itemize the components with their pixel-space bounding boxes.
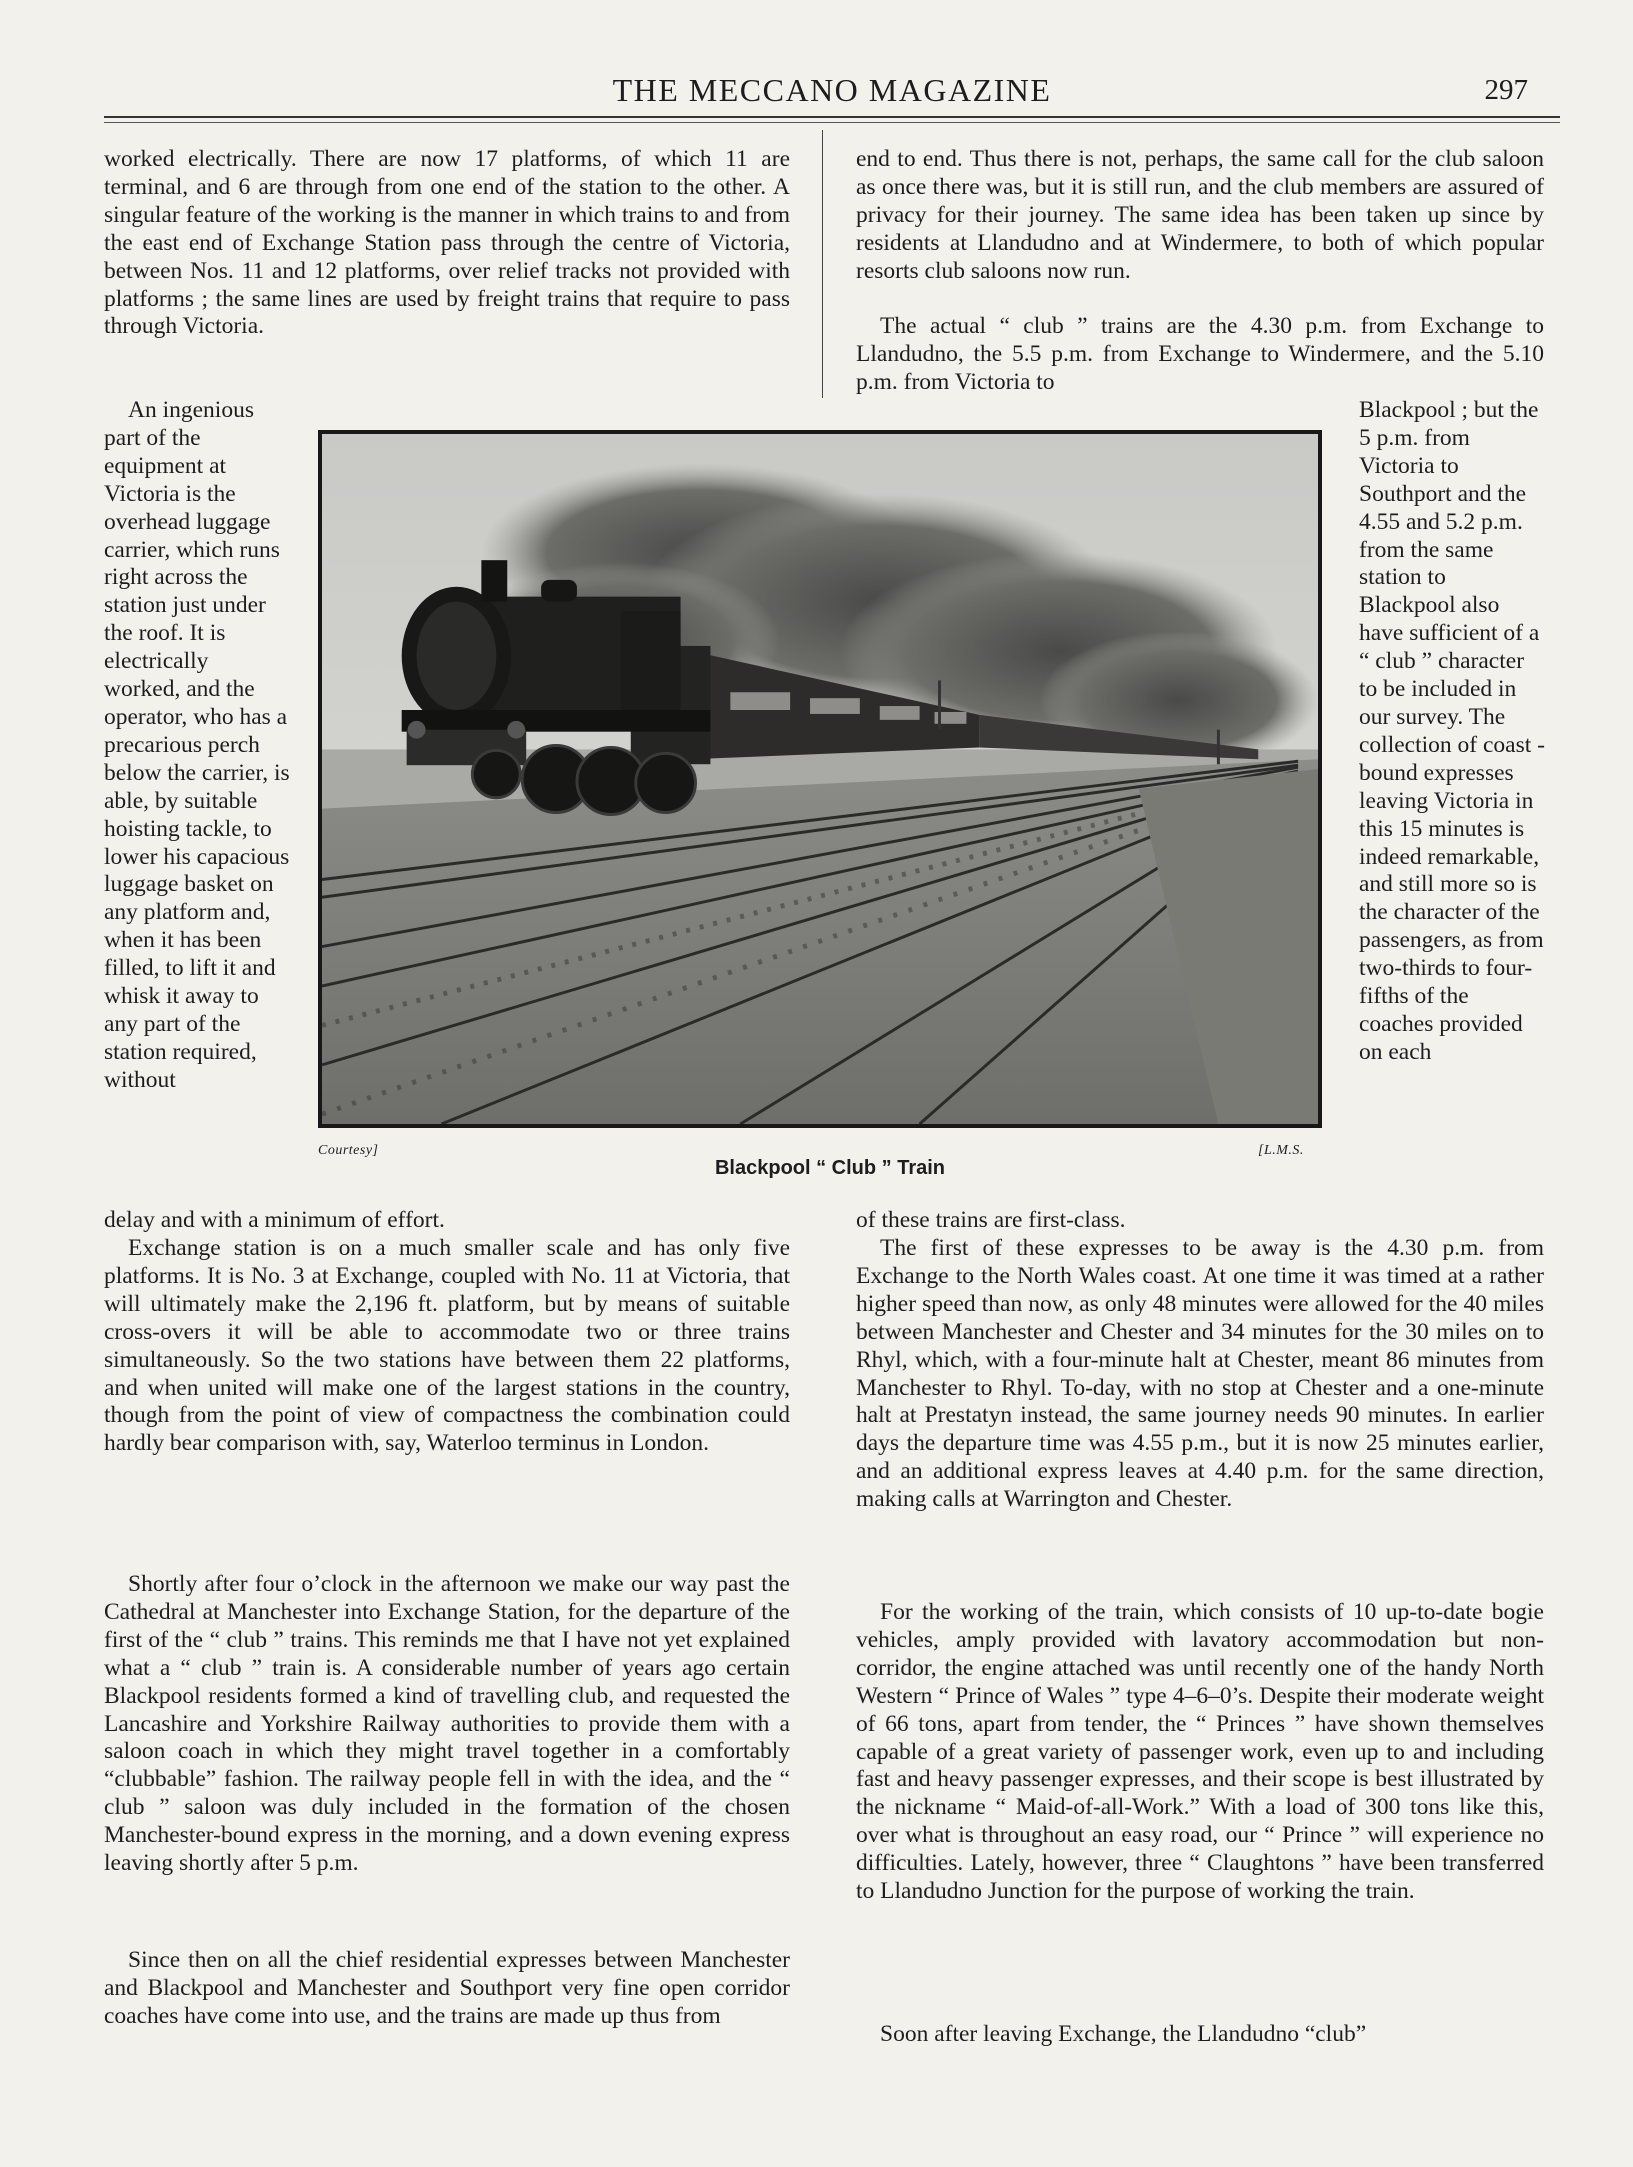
header-rule-thin [104, 122, 1560, 123]
left-paragraph-2-end: delay and with a minimum of effort. [104, 1207, 445, 1233]
column-divider [822, 130, 823, 398]
magazine-title: THE MECCANO MAGAZINE [612, 72, 1052, 108]
page-number: 297 [1484, 74, 1528, 106]
left-paragraph-1: worked electrically. There are now 17 platforms, of which 11 are terminal, and 6 are through from one end of the station to the other. A singular feature of the working is the manner in which trains to and from the east end of Exchange Station pass through the centre of Victoria, between Nos. 11 and 12 platforms, over relief tracks not provided with platforms ; the same lines are used by freight trains that require to pass through Victoria. [104, 146, 790, 340]
right-paragraph-5: Soon after leaving Exchange, the Llandudno “club” [880, 2021, 1367, 2047]
right-paragraph-2-wrap: Blackpool ; but the 5 p.m. from Victoria to Southport and the 4.55 and 5.2 p.m. from the same station to Blackpool also have sufficient of a “ club ” character to be included in our survey. The collection of coast - bound expresses leaving Victoria in this 15 minutes is indeed remarkable, and still more so is the character of the passengers, as from two-thirds to four-fifths of the coaches provided on each [1359, 397, 1545, 1065]
right-paragraph-4: For the working of the train, which consists of 10 up-to-date bogie vehicles, amply provided with lavatory accommodation but non-corridor, the engine attached was until recently one of the handy North Western “ Prince of Wales ” type 4–6–0’s. Despite their moderate weight of 66 tons, apart from tender, the “ Princes ” have shown themselves capable of a great variety of passenger work, even up to and including fast and heavy passenger expresses, and their scope is best illustrated by the nickname “ Maid-of-all-Work.” With a load of 300 tons like this, over what is throughout an easy road, our “ Prince ” will experience no difficulties. Lately, however, three “ Claughtons ” have been transferred to Llandudno Junction for the purpose of working the train. [856, 1599, 1544, 1905]
left-paragraph-5: Since then on all the chief residential expresses between Manchester and Blackpool and Manchester and Southport very fine open corridor coaches have come into use, and the trains are made up thus from [104, 1947, 790, 2029]
right-paragraph-2-end: of these trains are first-class. [856, 1207, 1126, 1233]
right-paragraph-1: end to end. Thus there is not, perhaps, the same call for the club saloon as once there was, but it is still run, and the club members are assured of privacy for their journey. The same idea has been taken up since by residents at Llandudno and at Windermere, to both of which popular resorts club saloons now run. [856, 146, 1544, 284]
photo-credit-lms: [L.M.S. [1258, 1143, 1304, 1158]
right-paragraph-2-top: The actual “ club ” trains are the 4.30 p.m. from Exchange to Llandudno, the 5.5 p.m. from Exchange to Windermere, and the 5.10 p.m. from Victoria to [856, 313, 1544, 395]
photo-caption: Blackpool “ Club ” Train [714, 1157, 946, 1179]
train-photograph [318, 430, 1322, 1128]
masthead [104, 72, 1560, 122]
left-paragraph-4: Shortly after four o’clock in the afternoon we make our way past the Cathedral at Manchester into Exchange Station, for the departure of the first of the “ club ” trains. This reminds me that I have not yet explained what a “ club ” train is. A considerable number of years ago certain Blackpool residents formed a kind of travelling club, and requested the Lancashire and Yorkshire Railway authorities to provide them with a saloon coach in which they might travel together in a comfortably “clubbable” fashion. The railway people fell in with the idea, and the “ club ” saloon was duly included in the formation of the chosen Manchester-bound express in the morning, and a down evening express leaving shortly after 5 p.m. [104, 1571, 790, 1877]
header-rule [104, 116, 1560, 118]
left-paragraph-3: Exchange station is on a much smaller scale and has only five platforms. It is No. 3 at Exchange, coupled with No. 11 at Victoria, that will ultimately make the 2,196 ft. platform, but by means of suitable cross-overs it will be able to accommodate two or three trains simultaneously. So the two stations have between them 22 platforms, and when united will make one of the largest stations in the country, though from the point of view of compactness the combination could hardly bear comparison with, say, Waterloo terminus in London. [104, 1235, 790, 1457]
right-paragraph-3: The first of these expresses to be away is the 4.30 p.m. from Exchange to the North Wales coast. At one time it was timed at a rather higher speed than now, as only 48 minutes were allowed for the 40 miles between Manchester and Chester and 34 minutes for the 30 miles on to Rhyl, which, with a four-minute halt at Chester, meant 86 minutes from Manchester to Rhyl. To-day, with no stop at Chester and a one-minute halt at Prestatyn instead, the same journey needs 90 minutes. In earlier days the departure time was 4.55 p.m., but it is now 25 minutes earlier, and an additional express leaves at 4.40 p.m. for the same direction, making calls at Warrington and Chester. [856, 1235, 1544, 1513]
steam-locomotive-illustration [322, 434, 1318, 1124]
photo-credit-courtesy: Courtesy] [318, 1143, 379, 1158]
left-paragraph-2-wrap: An ingenious part of the equipment at Victoria is the overhead luggage carrier, which runs right across the station just under the roof. It is electrically worked, and the operator, who has a precarious perch below the carrier, is able, by suitable hoisting tackle, to lower his capacious luggage basket on any platform and, when it has been filled, to lift it and whisk it away to any part of the station required, without [104, 397, 290, 1093]
